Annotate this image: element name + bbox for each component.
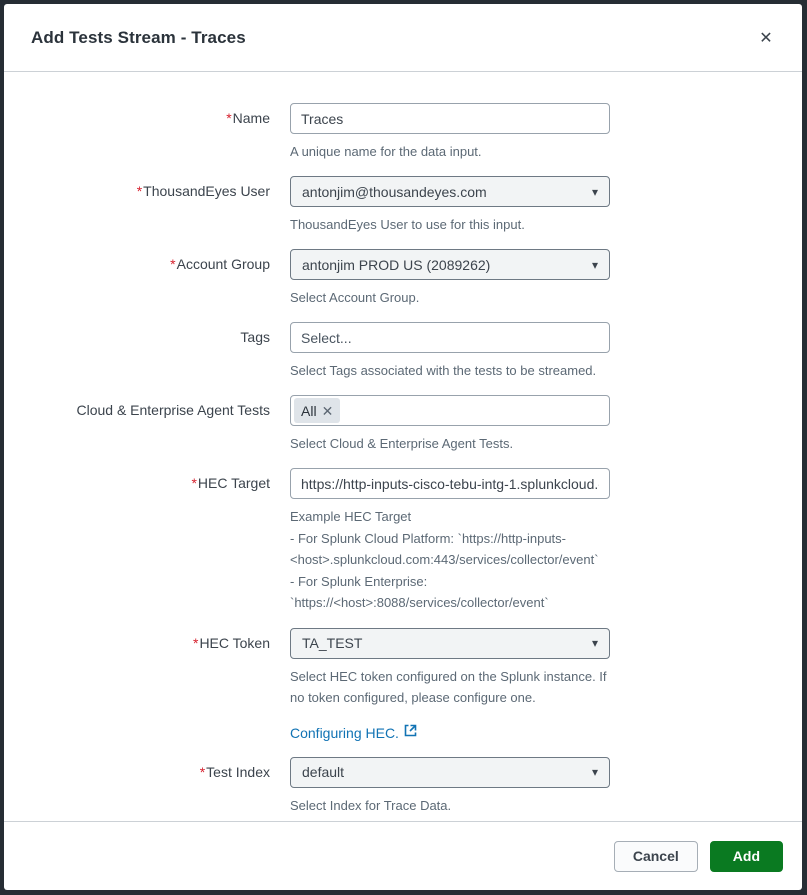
selected-tag-chip: [294, 398, 340, 423]
chevron-down-icon: ▾: [591, 257, 598, 272]
user-help: ThousandEyes User to use for this input.: [290, 217, 525, 232]
hec-target-help-line: - For Splunk Enterprise:: [290, 573, 428, 589]
external-link-icon: [404, 724, 417, 742]
required-marker: *: [199, 763, 206, 780]
modal-title: Add Tests Stream - Traces: [31, 27, 246, 47]
required-marker: *: [191, 475, 197, 491]
required-marker: *: [226, 110, 232, 126]
name-label-text: Name: [232, 110, 270, 126]
hec-target-input[interactable]: [290, 468, 610, 499]
hec-target-help-line: <host>.splunkcloud.com:443/services/collector/event`: [290, 552, 599, 567]
tags-label-text: Tags: [240, 329, 270, 345]
hec-target-help-line: `https://<host>:8088/services/collector/event`: [290, 595, 549, 610]
required-marker: *: [136, 183, 143, 199]
modal-footer: [4, 821, 802, 890]
user-label-text: ThousandEyes User: [143, 183, 270, 199]
tags-input[interactable]: [290, 322, 610, 353]
chevron-down-icon: ▾: [591, 184, 598, 199]
modal-header: [4, 4, 802, 72]
hec-target-label: [32, 468, 270, 491]
hec-target-help-line: Example HEC Target: [290, 509, 412, 524]
tags-help: Select Tags associated with the tests to be streamed.: [290, 363, 597, 378]
cea-tests-input[interactable]: [290, 395, 610, 426]
field-row-cea-tests: [32, 395, 778, 454]
hec-token-label: [32, 628, 270, 651]
chevron-down-icon: ▾: [591, 765, 598, 779]
field-row-hec-token: [32, 628, 778, 743]
cea-tests-label: [32, 395, 270, 418]
cancel-button[interactable]: Cancel: [614, 841, 698, 872]
test-index-help: Select Index for Trace Data.: [290, 797, 452, 813]
field-row-test-index: [32, 757, 778, 816]
user-label: [32, 176, 270, 199]
add-tests-stream-modal: [4, 4, 802, 890]
tags-label: [32, 322, 270, 345]
account-group-label: [32, 249, 270, 272]
name-label: [32, 103, 270, 126]
chevron-down-icon: ▾: [591, 636, 598, 650]
test-index-value: default: [302, 764, 345, 780]
close-icon[interactable]: ✕: [755, 27, 777, 49]
hec-target-help-line: - For Splunk Cloud Platform: `https://http-inputs-: [290, 530, 566, 546]
thousandeyes-user-select[interactable]: [290, 176, 610, 207]
test-index-label-text: Test Index: [206, 763, 270, 780]
required-marker: *: [170, 256, 176, 272]
name-input[interactable]: [290, 103, 610, 134]
configuring-hec-link[interactable]: Configuring HEC.: [290, 724, 399, 741]
modal-body: [4, 72, 802, 821]
cea-tests-help: Select Cloud & Enterprise Agent Tests.: [290, 436, 514, 451]
account-group-label-text: Account Group: [176, 256, 270, 272]
hec-token-help: Select HEC token configured on the Splunk instance. If no token configured, please configure one.: [290, 668, 607, 705]
field-row-tags: [32, 322, 778, 381]
cea-tests-label-text: Cloud & Enterprise Agent Tests: [76, 402, 270, 418]
thousandeyes-user-value: antonjim@thousandeyes.com: [302, 183, 487, 200]
account-group-select[interactable]: [290, 249, 610, 280]
required-marker: *: [192, 634, 199, 651]
account-group-value: antonjim PROD US (2089262): [302, 256, 491, 273]
test-index-select[interactable]: [290, 757, 610, 788]
hec-target-label-text: HEC Target: [197, 475, 270, 491]
chip-label: All: [301, 402, 317, 419]
test-index-label: [32, 757, 270, 780]
field-row-name: [32, 103, 778, 162]
hec-target-help: [290, 506, 610, 614]
field-row-account-group: [32, 249, 778, 308]
hec-token-value: TA_TEST: [302, 635, 363, 651]
chip-remove-icon[interactable]: ✕: [321, 402, 334, 419]
field-row-thousandeyes-user: [32, 176, 778, 235]
name-help: A unique name for the data input.: [290, 144, 482, 159]
field-row-hec-target: [32, 468, 778, 614]
hec-token-select[interactable]: [290, 628, 610, 659]
hec-token-label-text: HEC Token: [199, 634, 270, 651]
add-button[interactable]: Add: [710, 841, 783, 872]
account-group-help: Select Account Group.: [290, 290, 420, 305]
